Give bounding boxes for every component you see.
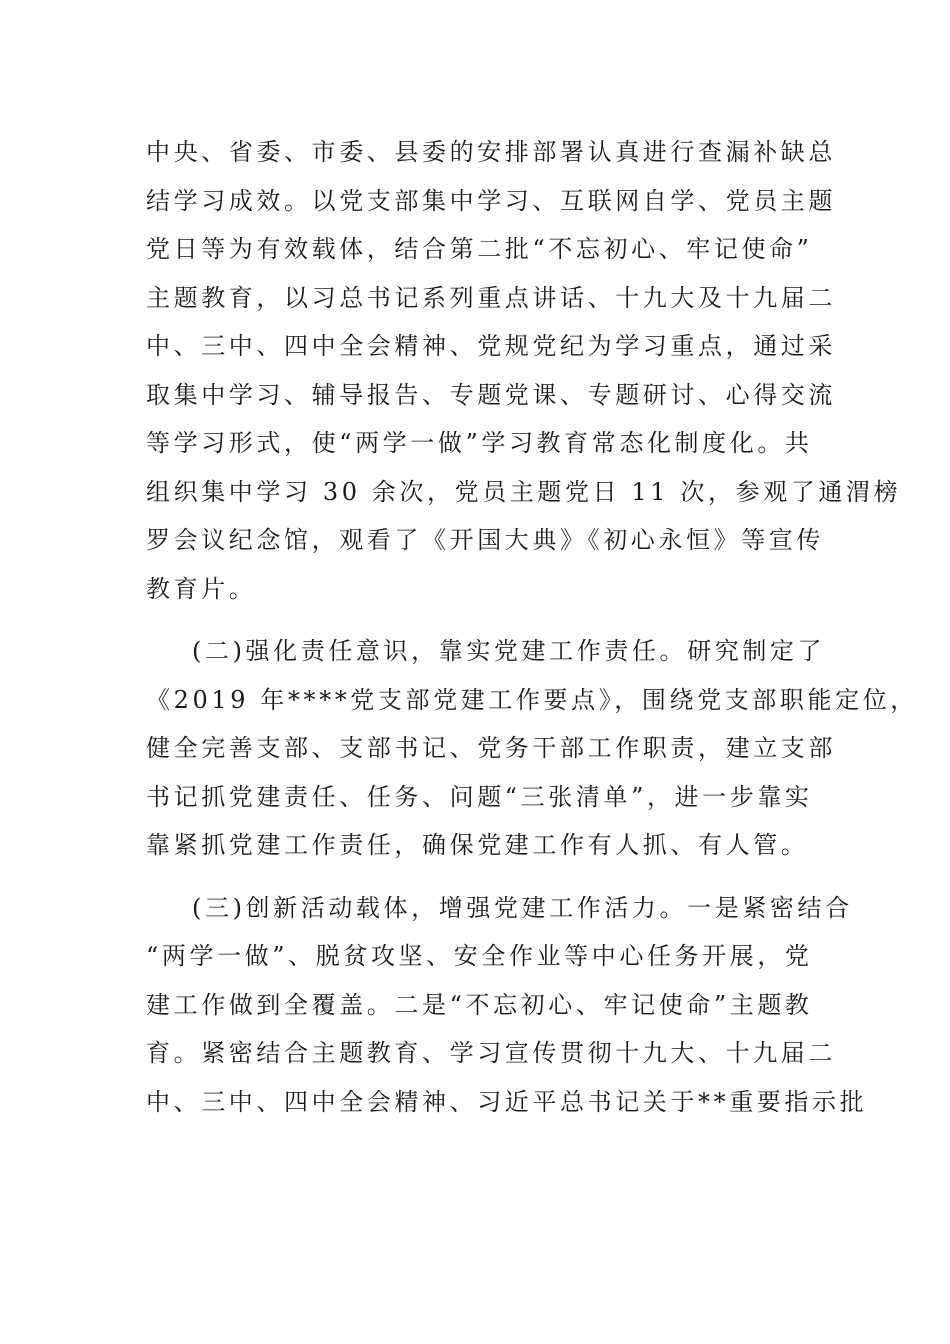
paragraph-line: 罗会议纪念馆，观看了《开国大典》《初心永恒》等宣传	[146, 526, 824, 554]
paragraph-line: 中、三中、四中全会精神、党规党纪为学习重点，通过采	[146, 332, 836, 360]
paragraph-line: “两学一做”、脱贫攻坚、安全作业等中心任务开展，党	[146, 942, 813, 970]
paragraph-line: 健全完善支部、支部书记、党务干部工作职责，建立支部	[146, 734, 836, 762]
paragraph-line: (三)创新活动载体，增强党建工作活力。一是紧密结合	[192, 893, 853, 922]
paragraph-line: 《2019 年****党支部党建工作要点》，围绕党支部职能定位，	[146, 685, 918, 714]
paragraph-line: 组织集中学习 30 余次，党员主题党日 11 次，参观了通渭榜	[146, 477, 902, 506]
paragraph-line: 靠紧抓党建工作责任，确保党建工作有人抓、有人管。	[146, 831, 809, 859]
paragraph-line: 中央、省委、市委、县委的安排部署认真进行查漏补缺总	[146, 138, 836, 166]
paragraph-line: 党日等为有效载体，结合第二批“不忘初心、牢记使命”	[146, 235, 813, 263]
paragraph-line: 育。紧密结合主题教育、学习宣传贯彻十九大、十九届二	[146, 1039, 836, 1067]
paragraph-spacer	[146, 870, 826, 884]
paragraph-line: 中、三中、四中全会精神、习近平总书记关于**重要指示批	[146, 1087, 868, 1116]
paragraph-1	[146, 128, 902, 613]
paragraph-line: 取集中学习、辅导报告、专题党课、专题研讨、心得交流	[146, 380, 836, 409]
paragraph-line: 结学习成效。以党支部集中学习、互联网自学、党员主题	[146, 186, 836, 215]
paragraph-spacer	[146, 613, 826, 627]
paragraph-line: (二)强化责任意识，靠实党建工作责任。研究制定了	[192, 637, 826, 665]
paragraph-line: 主题教育，以习总书记系列重点讲话、十九大及十九届二	[146, 283, 836, 312]
paragraph-line: 教育片。	[146, 574, 257, 603]
paragraph-line: 等学习形式，使“两学一做”学习教育常态化制度化。共	[146, 429, 813, 457]
paragraph-line: 建工作做到全覆盖。二是“不忘初心、牢记使命”主题教	[146, 990, 813, 1019]
paragraph-3	[146, 884, 868, 1127]
paragraph-line: 书记抓党建责任、任务、问题“三张清单”，进一步靠实	[146, 782, 813, 811]
paragraph-2	[146, 627, 918, 870]
document-body	[146, 128, 918, 1126]
